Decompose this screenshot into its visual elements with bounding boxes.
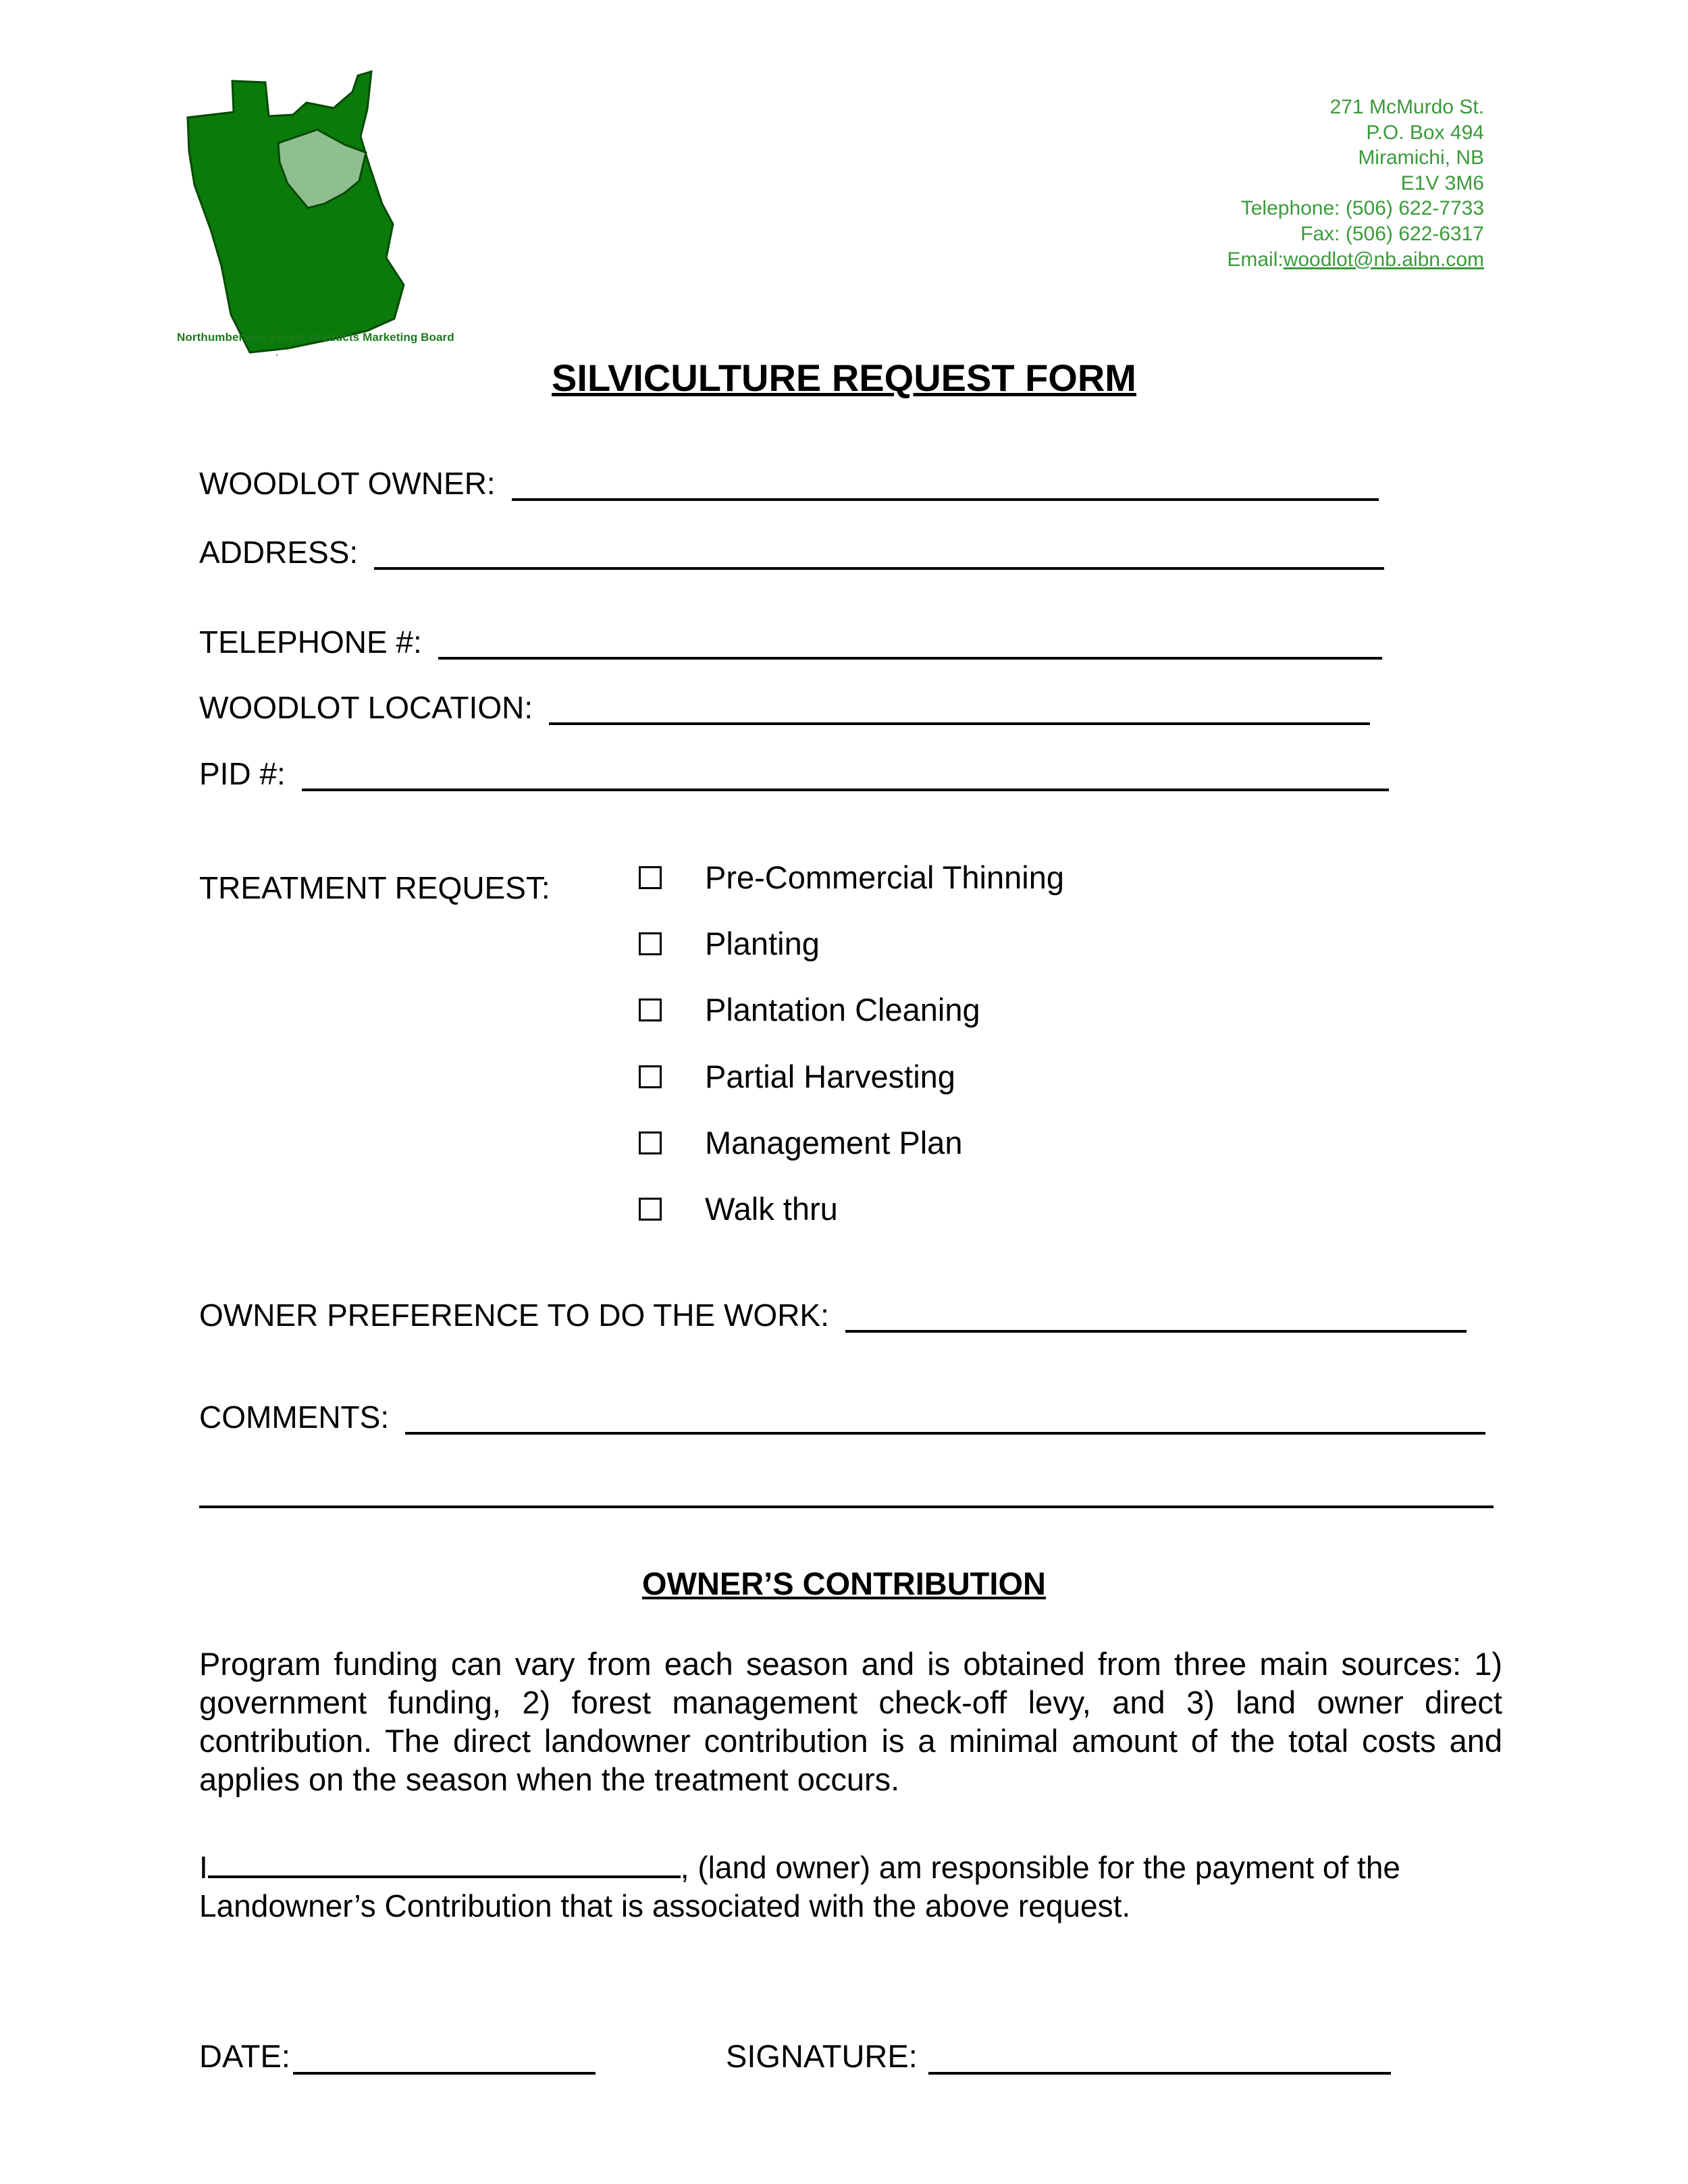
contact-street: 271 McMurdo St.: [1329, 96, 1484, 118]
woodlot-location-input[interactable]: [549, 695, 1370, 725]
woodlot-location-label: WOODLOT LOCATION:: [199, 690, 533, 725]
treatment-option[interactable]: [639, 1058, 955, 1095]
woodlot-owner-label: WOODLOT OWNER:: [199, 466, 496, 501]
comments-label: COMMENTS:: [199, 1400, 390, 1435]
woodlot-location-row: [199, 690, 1370, 725]
telephone-row: [199, 624, 1382, 660]
telephone-label: TELEPHONE #:: [199, 624, 422, 660]
address-row: [199, 535, 1384, 570]
contact-fax: Fax: (506) 622-6317: [1300, 222, 1484, 245]
contact-email-label: Email:: [1227, 248, 1284, 271]
landowner-name-input[interactable]: [208, 1848, 681, 1878]
owner-preference-label: OWNER PREFERENCE TO DO THE WORK:: [199, 1298, 829, 1333]
woodlot-owner-row: [199, 466, 1379, 501]
treatment-option-label: Partial Harvesting: [705, 1059, 955, 1094]
treatment-checkbox[interactable]: [639, 932, 662, 955]
comments-row: [199, 1400, 1485, 1435]
contact-email-row: [1227, 247, 1484, 273]
contribution-title: OWNER’S CONTRIBUTION: [642, 1566, 1046, 1601]
treatment-checkbox[interactable]: [639, 1198, 662, 1221]
treatment-request-label: TREATMENT REQUEST:: [199, 870, 550, 905]
statement-suffix: , (land owner) am responsible for the payment of the Landowner’s Contribution that is associated with the above request.: [199, 1850, 1401, 1923]
form-title: SILVICULTURE REQUEST FORM: [552, 356, 1136, 399]
treatment-checkbox[interactable]: [639, 1065, 662, 1088]
new-brunswick-map-logo: [174, 62, 458, 366]
treatment-checkbox[interactable]: [639, 998, 662, 1021]
comments-input[interactable]: [405, 1405, 1485, 1435]
treatment-checkbox[interactable]: [639, 866, 662, 889]
date-row: [199, 2037, 596, 2075]
treatment-option-label: Planting: [705, 926, 820, 961]
stray-mark: `: [275, 352, 279, 363]
date-input[interactable]: [293, 2045, 596, 2075]
pid-row: [199, 756, 1389, 791]
pid-label: PID #:: [199, 756, 286, 791]
address-label: ADDRESS:: [199, 535, 359, 570]
province-shape: [188, 72, 404, 352]
address-input[interactable]: [374, 540, 1384, 570]
comments-input-line-2[interactable]: [199, 1506, 1494, 1508]
signature-row: [726, 2037, 1391, 2075]
treatment-option-label: Walk thru: [705, 1191, 838, 1227]
treatment-option[interactable]: [639, 1190, 838, 1227]
telephone-input[interactable]: [438, 630, 1382, 660]
treatment-option[interactable]: [639, 925, 820, 962]
owner-preference-row: [199, 1298, 1467, 1333]
woodlot-owner-input[interactable]: [512, 471, 1379, 501]
treatment-option-label: Pre-Commercial Thinning: [705, 859, 1064, 895]
contact-city: Miramichi, NB: [1358, 147, 1484, 169]
contact-telephone: Telephone: (506) 622-7733: [1240, 197, 1484, 220]
treatment-option[interactable]: [639, 1124, 962, 1161]
contribution-paragraph: Program funding can vary from each season and is obtained from three main sources: 1) government funding, 2) forest management check-off levy, and 3) land owner direct contribution. The direct landowner contribution is a minimal amount of the total costs and applies on the season when the treatment occurs.: [199, 1646, 1502, 1797]
signature-label: SIGNATURE:: [726, 2038, 918, 2074]
statement-prefix: I: [199, 1850, 208, 1885]
contact-po-box: P.O. Box 494: [1366, 121, 1484, 144]
treatment-option[interactable]: [639, 859, 1064, 896]
contact-email-link[interactable]: woodlot@nb.aibn.com: [1283, 248, 1484, 271]
treatment-checkbox[interactable]: [639, 1131, 662, 1154]
treatment-option[interactable]: [639, 991, 980, 1028]
pid-input[interactable]: [302, 762, 1389, 791]
contact-postal: E1V 3M6: [1400, 171, 1484, 194]
contact-block: [1227, 95, 1484, 272]
logo-caption: Northumberland Forest Products Marketing Board: [177, 331, 454, 344]
responsibility-statement: [199, 1848, 1502, 1925]
owner-preference-input[interactable]: [845, 1303, 1467, 1333]
treatment-option-label: Management Plan: [705, 1125, 963, 1161]
signature-input[interactable]: [928, 2045, 1391, 2075]
date-label: DATE:: [199, 2038, 290, 2074]
treatment-option-label: Plantation Cleaning: [705, 992, 980, 1028]
